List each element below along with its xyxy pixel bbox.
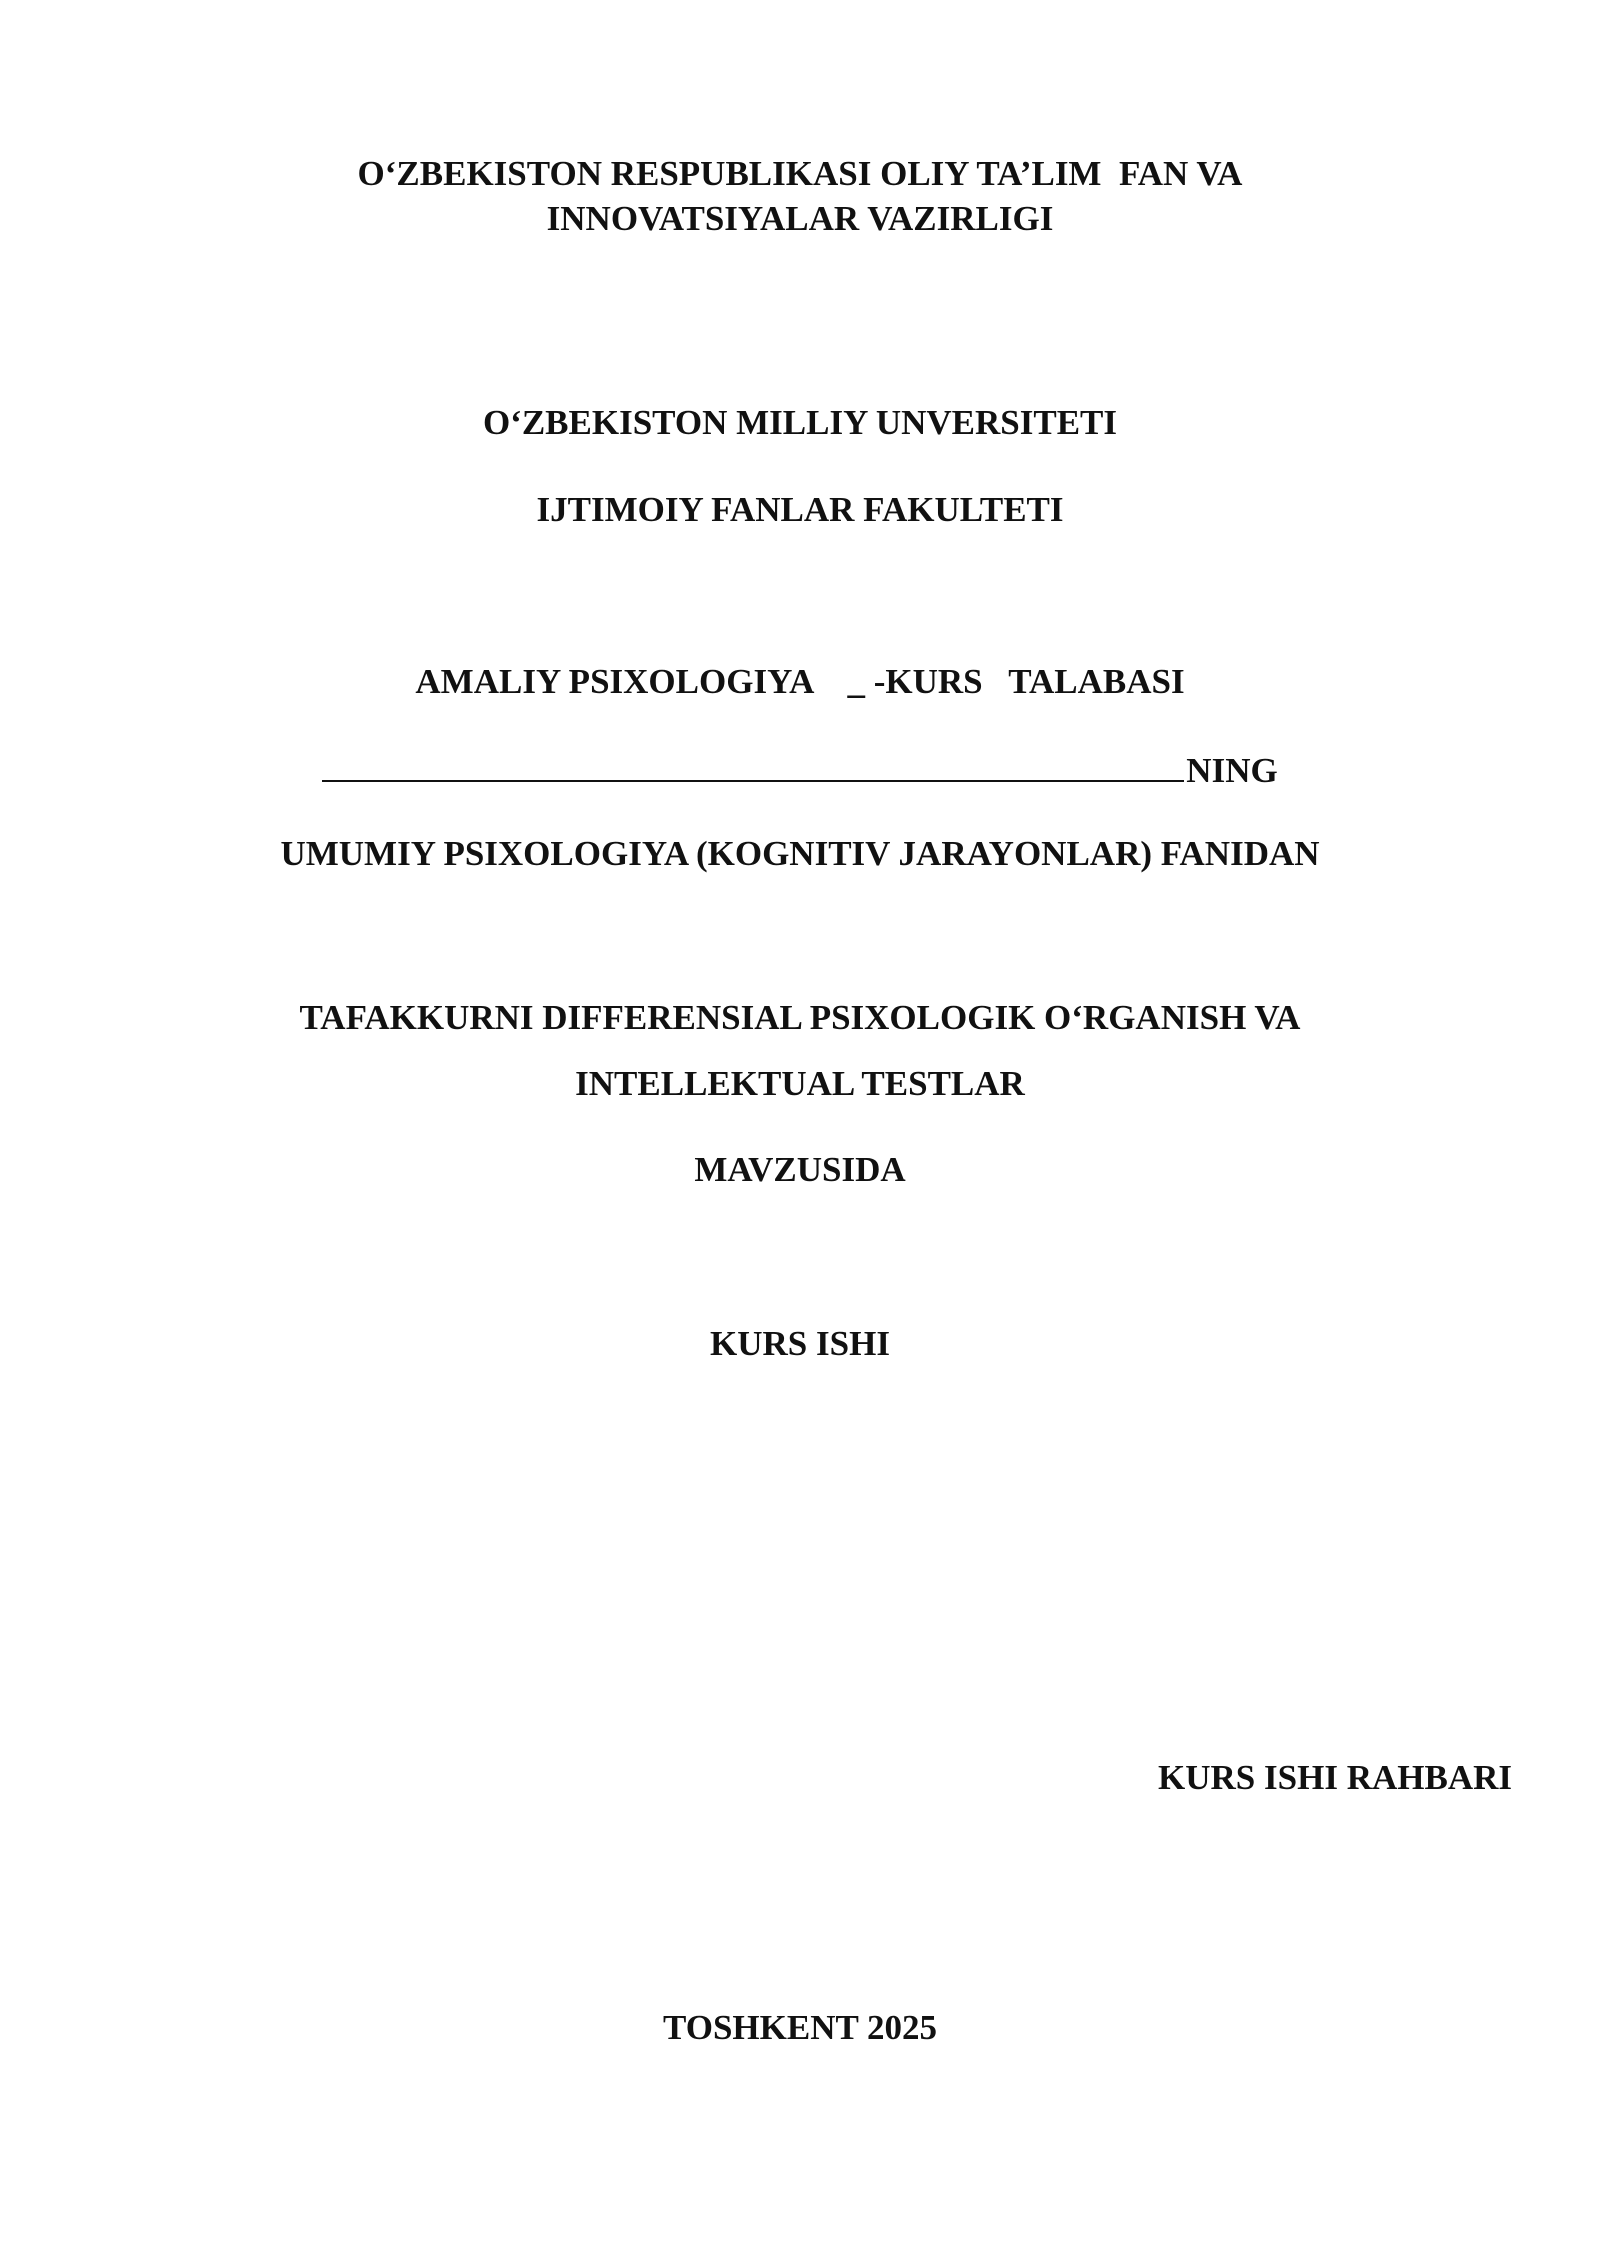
student-name-row: [0, 746, 1600, 796]
faculty-name: IJTIMOIY FANLAR FAKULTETI: [536, 490, 1064, 529]
city-year: TOSHKENT 2025: [663, 2008, 937, 2047]
student-name-suffix: NING: [1186, 751, 1278, 790]
topic-line-1: TAFAKKURNI DIFFERENSIAL PSIXOLOGIK O‘RGANISH VA: [299, 998, 1301, 1037]
work-type: KURS ISHI: [710, 1324, 890, 1363]
ministry-line-2: INNOVATSIYALAR VAZIRLIGI: [546, 199, 1054, 238]
student-name-blank: [322, 746, 1184, 782]
subject-line: UMUMIY PSIXOLOGIYA (KOGNITIV JARAYONLAR) FANIDAN: [280, 834, 1320, 873]
university-name: O‘ZBEKISTON MILLIY UNVERSITETI: [482, 403, 1118, 442]
topic-line-3: MAVZUSIDA: [694, 1150, 906, 1189]
student-course-line: AMALIY PSIXOLOGIYA _ -KURS TALABASI: [415, 662, 1185, 701]
ministry-line-1: O‘ZBEKISTON RESPUBLIKASI OLIY TA’LIM FAN VA: [357, 154, 1243, 193]
supervisor-label: KURS ISHI RAHBARI: [1158, 1758, 1512, 1797]
topic-line-2: INTELLEKTUAL TESTLAR: [575, 1064, 1025, 1103]
